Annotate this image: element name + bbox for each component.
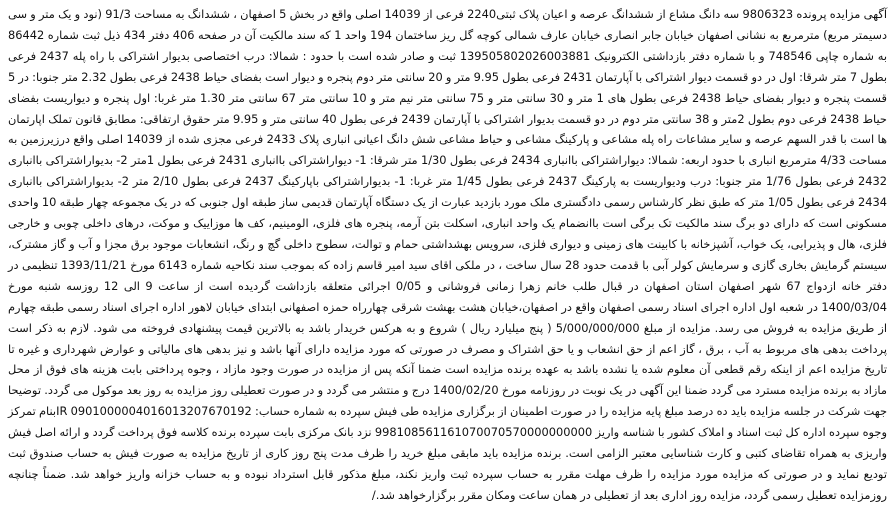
auction-notice-body: آگهی مزایده پرونده 9806323 سه دانگ مشاع از ششدانگ عرصه و اعیان پلاک ثبتی2240 فرعی از 14039 اصلی واقع در بخش 5 اصفهان ، ششدانگ به مساحت 91/3 (نود و یک متر و سی دسیمتر مربع) مترمربع به نشانی اصفهان خیابان جابر انصاری خیابان عارف شمالی کوچه گل ریز ساختمان 194 واحد 1 که سند مالکیت آن در صفحه 406 دفتر 434 ذیل ثبت شماره 86442 به شماره چاپی 748546 و با شماره دفتر بازداشتی الکترونیک 139505802026003881 ثبت و صادر شده است با حدود : شمالا: درب اختصاصی بدیوار اشتراکی با راه پله 2437 فرعی بطول 7 متر شرقا: اول در دو قسمت دیوار اشتراکی با آپارتمان 2431 فرعی بطول 9.95 متر و 20 سانتی متر دوم پنجره و دیوار است بفضای حیاط 2438 فرعی بطول 2.32 متر جنوبا: در 5 قسمت پنجره و دیوار بفضای حیاط 2438 فرعی بطول های 1 متر و 30 سانتی متر و 75 سانتی متر نیم متر و 10 سانتی متر 67 سانتی متر 1.30 متر غربا: اول پنجره و دیواریست بفضای حیاط 2438 فرعی دوم بطول 2متر و 38 سانتی متر دوم در دو قسمت بدیوار اشتراکی با آپارتمان 2439 فرعی بطول 40 سانتی متر و 9.95 متر حقوق ارتفاقی: مطابق قانون تملک اپارتمان ها است با قدر السهم عرصه و سایر مشاعات راه پله مشاعی و پارکینگ مشاعی و حیاط مشاعی شش دانگ اعیانی انباری پلاک 2433 فرعی مجزی شده از 14039 اصلی واقع درزیرزمین به مساحت 4/33 مترمربع انباری با حدود اربعه: شمالا: دیواراشتراکی باانباری 2434 فرعی بطول 1/30 متر شرقا: 1- دیواراشتراکی باانباری 2431 فرعی بطول 1متر 2- بدیواراشتراکی باانباری 2432 فرعی بطول 1/76 متر جنوبا: درب ودیواریست به پارکینگ 2437 فرعی بطول 1/45 متر غربا: 1- بدیواراشتراکی باپارکینگ 2437 فرعی بطول 2/10 متر 2- بدیواراشتراکی باانباری 2434 فرعی بطول 1/05 متر که طبق نظر کارشناس رسمی دادگستری ملک مورد بازدید عبارت از یک دستگاه آپارتمان قدیمی ساز طبقه اول جنوبی که در یک مجموعه چهار طبقه 10 واحدی مسکونی است که دارای دو برگ سند مالکیت تک برگی است باانضمام یک واحد انباری، اسکلت بتن آرمه، پنجره های فلزی، الومینیم، کف ها موزاییک و موکت، درهای داخلی چوبی و خارجی فلزی، هال و پذیرایی، یک خواب، آشپزخانه با کابینت های زمینی و دیواری فلزی، سرویس بهشداشتی حمام و توالت، سطوح داخلی گچ و رنگ، انشعابات موجود برق مجزا و آب و گاز مشترک، سیستم گرمایش بخاری گازی و سرمایش کولر آبی با قدمت حدود 28 سال ساخت ، در ملکی اقای سید امیر قاسم زاده که بموجب سند نکاحیه شماره 6143 مورخ 1393/11/21 تنظیمی در دفتر خانه ازدواج 67 شهر اصفهان استان اصفهان در قبال طلب خانم زهرا زمانی فروشانی و 0/05 اجرائی متعلقه بازداشت گردیده است از ساعت 9 الی 12 روزسه شنبه مورخ 1400/03/04 در شعبه اول اداره اجرای اسناد رسمی اصفهان واقع در اصفهان،خیابان هشت بهشت شرقی چهارراه حمزه اصفهانی ابتدای خیابان لاهور اداره اجرای اسناد رسمی طبقه چهارم از طریق مزایده به فروش می رسد. مزایده از مبلغ 5/000/000/000 ( پنج میلیارد ریال ) شروع و به هرکس خریدار باشد به بالاترین قیمت پیشنهادی فروخته می شود. لازم به ذکر است پرداخت بدهی های مربوط به آب ، برق ، گاز اعم از حق انشعاب و یا حق اشتراک و مصرف در صورتی که مورد مزایده دارای آنها باشد و نیز بدهی های مالیاتی و عوارض شهرداری و غیره تا تاریخ مزایده اعم از اینکه رقم قطعی آن معلوم شده یا نشده باشد به عهده برنده مزایده است ضمنا آنکه پس از مزایده در صورت وجود مازاد ، وجوه پرداختی بابت هزینه های فوق از محل مازاد به برنده مزایده مسترد می گردد ضمنا این آگهی در یک نوبت در روزنامه مورخ 1400/02/20 درج و منتشر می گردد و در صورت تعطیلی روز مزایده به روز بعد موکول می گردد. توضیحا جهت شرکت در جلسه مزایده باید ده درصد مبلغ پایه مزایده را در صورت اطمینان از برگزاری مزایده طی فیش سپرده به شماره حساب: 0901000004016013207670192 IRبنام تمرکز وجوه سپرده اداره کل ثبت اسناد و املاک کشور با شناسه واریز 998108561161070070570000000000 نزد بانک مرکزی بابت سپرده برنده کلاسه فوق پرداخت گردد و ارائه اصل فیش واریزی به همراه تقاضای کتبی و کارت شناسایی معتبر الزامی است. برنده مزایده باید مابقی مبلغ خرید را ظرف مدت پنج روز کاری از تاریخ مزایده به صورت فیش به حساب صندوق ثبت تودیع نماید و در صورتی که مزایده مورد مزایده را ظرف مهلت مقرر به حساب سپرده ثبت واریز نکند، مبلغ مذکور قابل استرداد نبوده و به حساب خزانه واریز خواهد شد. ضمناً چنانچه روزمزایده تعطیل رسمی گردد، مزایده روز اداری بعد از تعطیلی در همان ساعت ومکان مقرر برگزارخواهد شد./ xyxy=(8,7,888,502)
